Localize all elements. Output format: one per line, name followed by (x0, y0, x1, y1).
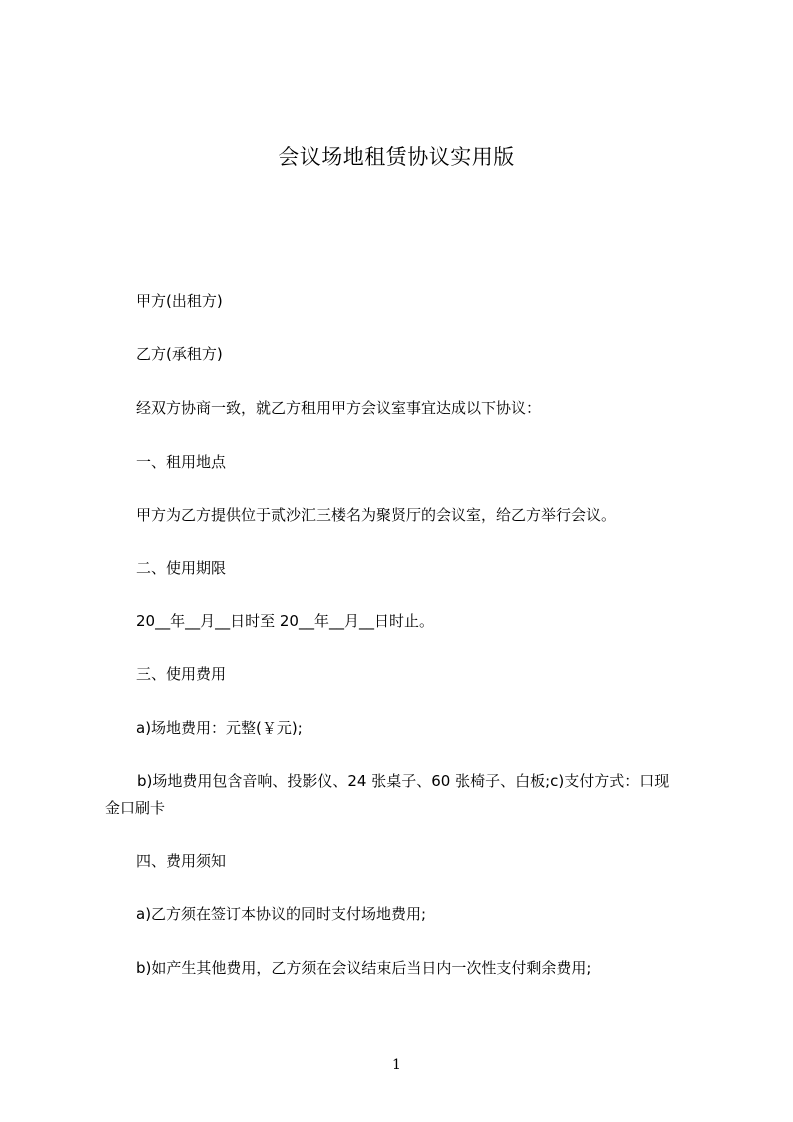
party-b-line: 乙方(承租方) (136, 345, 223, 363)
fee-item-b-line2: 金口刷卡 (105, 799, 166, 817)
page-number: 1 (392, 1057, 401, 1073)
section-heading-period: 二、使用期限 (136, 559, 227, 577)
section-heading-location: 一、租用地点 (136, 453, 227, 471)
fee-note-a: a)乙方须在签订本协议的同时支付场地费用; (136, 905, 427, 923)
document-title: 会议场地租赁协议实用版 (278, 145, 515, 169)
section-heading-fees: 三、使用费用 (136, 665, 227, 683)
section-heading-fee-notes: 四、费用须知 (136, 852, 227, 870)
location-text: 甲方为乙方提供位于贰沙汇三楼名为聚贤厅的会议室，给乙方举行会议。 (136, 506, 617, 524)
agreement-intro: 经双方协商一致，就乙方租用甲方会议室事宜达成以下协议： (136, 399, 542, 417)
party-a-line: 甲方(出租方) (136, 292, 223, 310)
period-text: 20__年__月__日时至 20__年__月__日时止。 (136, 612, 434, 630)
fee-item-a: a)场地费用：元整(￥元); (136, 719, 303, 737)
fee-note-b: b)如产生其他费用，乙方须在会议结束后当日内一次性支付剩余费用; (136, 959, 592, 977)
fee-item-b-line1: b)场地费用包含音响、投影仪、24 张桌子、60 张椅子、白板;c)支付方式：口现 (137, 772, 670, 790)
